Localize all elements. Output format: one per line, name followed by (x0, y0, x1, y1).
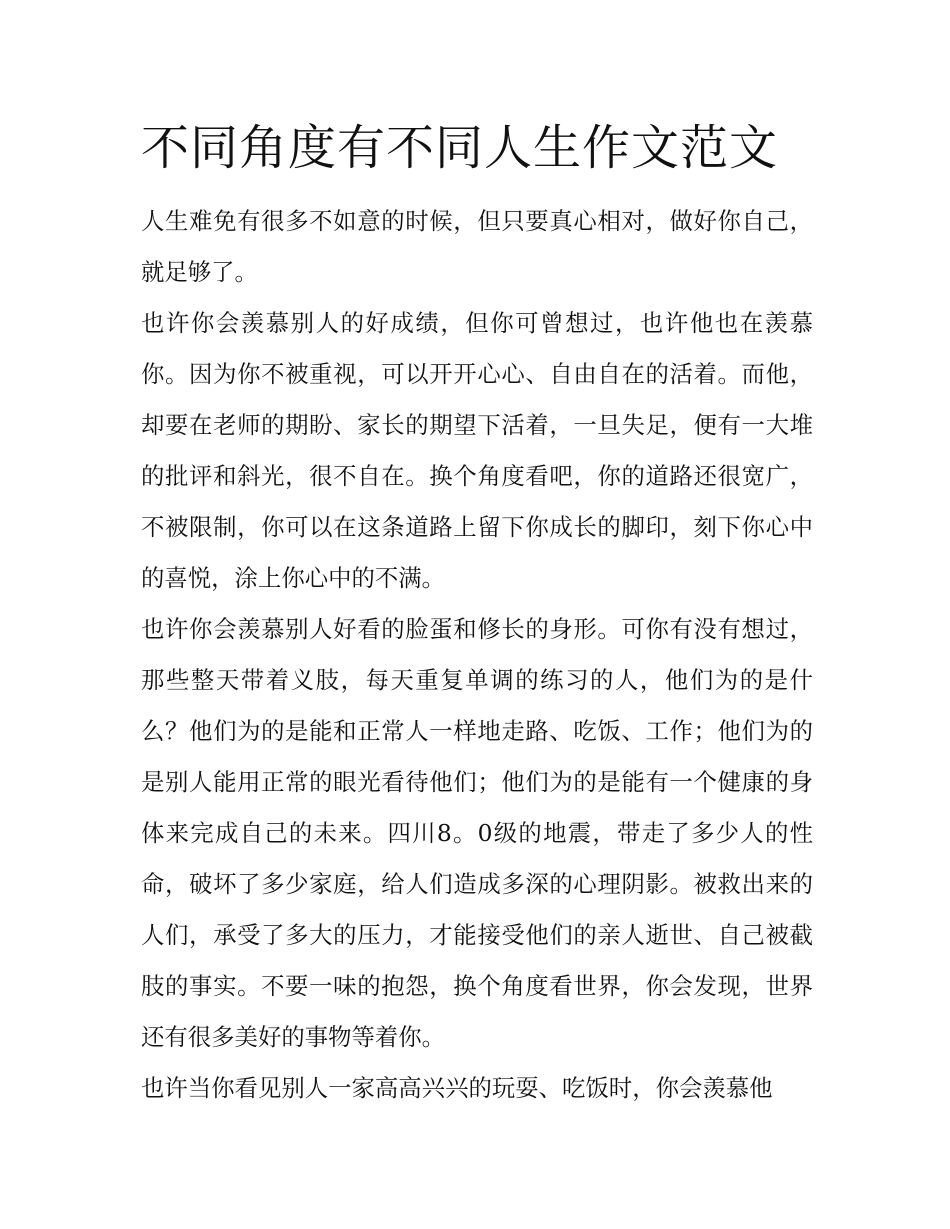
paragraph-4: 也许当你看见别人一家高高兴兴的玩耍、吃饭时，你会羡慕他 (141, 1074, 773, 1102)
paragraph-1: 人生难免有很多不如意的时候，但只要真心相对，做好你自己，就足够了。 (141, 207, 813, 286)
document-body (141, 196, 813, 1114)
paragraph-3: 也许你会羡慕别人好看的脸蛋和修长的身形。可你有没有想过，那些整天带着义肢，每天重复单调的练习的人，他们为的是什么？他们为的是能和正常人一样地走路、吃饭、工作；他们为的是别人能用正常的眼光看待他们；他们为的是能有一个健康的身体来完成自己的未来。四川8。0级的地震，带走了多少人的性命，破坏了多少家庭，给人们造成多深的心理阴影。被救出来的人们，承受了多大的压力，才能接受他们的亲人逝世、自己被截肢的事实。不要一味的抱怨，换个角度看世界，你会发现，世界还有很多美好的事物等着你。 (141, 615, 813, 1051)
document-page (141, 112, 813, 1114)
document-title: 不同角度有不同人生作文范文 (141, 120, 779, 176)
paragraph-2: 也许你会羡慕别人的好成绩，但你可曾想过，也许他也在羡慕你。因为你不被重视，可以开开心心、自由自在的活着。而他，却要在老师的期盼、家长的期望下活着，一旦失足，便有一大堆的批评和斜光，很不自在。换个角度看吧，你的道路还很宽广，不被限制，你可以在这条道路上留下你成长的脚印，刻下你心中的喜悦，涂上你心中的不满。 (141, 309, 813, 592)
